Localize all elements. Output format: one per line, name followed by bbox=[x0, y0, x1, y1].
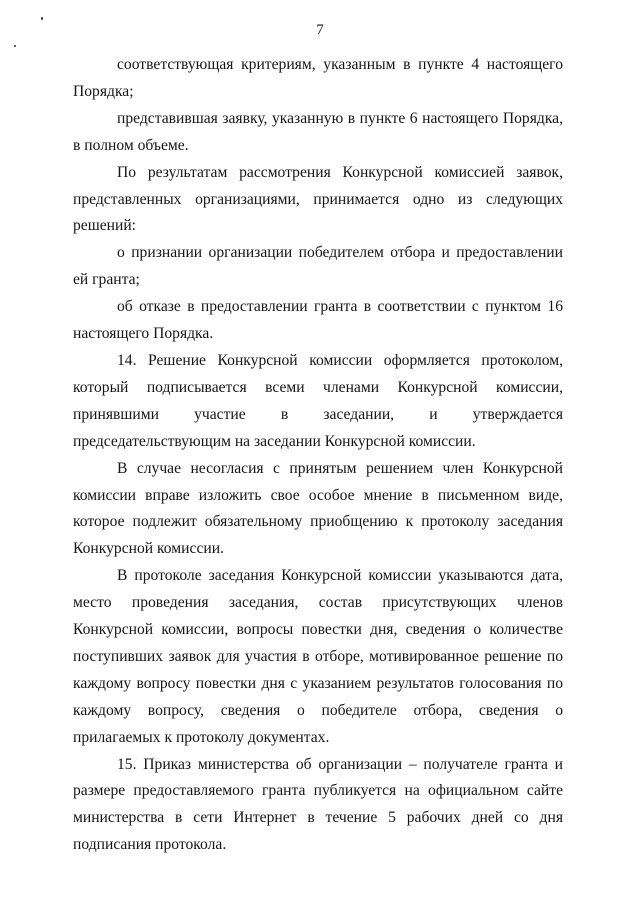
document-body bbox=[73, 52, 563, 859]
paragraph-14: 14. Решение Конкурсной комиссии оформляется протоколом, который подписывается всеми членами Конкурсной комиссии, принявшими участие в заседании, и утверждается председательствующим на заседании Конкурсной комиссии. bbox=[73, 351, 563, 450]
paragraph-15: 15. Приказ министерства об организации – получателе гранта и размере предоставляемого гранта публикуется на официальном сайте министерства в сети Интернет в течение 5 рабочих дней со дня подписания протокола. bbox=[73, 755, 563, 854]
scan-speck bbox=[14, 45, 16, 47]
paragraph: По результатам рассмотрения Конкурсной комиссией заявок, представленных организациями, принимается одно из следующих решений: bbox=[73, 163, 563, 235]
paragraph: представившая заявку, указанную в пункте 6 настоящего Порядка, в полном объеме. bbox=[73, 109, 563, 154]
paragraph: об отказе в предоставлении гранта в соответствии с пунктом 16 настоящего Порядка. bbox=[73, 298, 563, 343]
scan-speck bbox=[41, 17, 43, 20]
paragraph: о признании организации победителем отбора и предоставлении ей гранта; bbox=[73, 244, 563, 289]
page-number: 7 bbox=[316, 22, 324, 38]
paragraph: соответствующая критериям, указанным в пункте 4 настоящего Порядка; bbox=[73, 56, 563, 100]
paragraph: В протоколе заседания Конкурсной комиссии указываются дата, место проведения заседания, состав присутствующих членов Конкурсной комиссии, вопросы повестки дня, сведения о количестве поступивших заявок для участия в отборе, мотивированное решение по каждому вопросу повестки дня с указанием результатов голосования по каждому вопросу, сведения о победителе отбора, сведения о прилагаемых к протоколу документах. bbox=[73, 567, 563, 746]
paragraph: В случае несогласия с принятым решением член Конкурсной комиссии вправе изложить свое особое мнение в письменном виде, которое подлежит обязательному приобщению к протоколу заседания Конкурсной комиссии. bbox=[73, 459, 563, 558]
